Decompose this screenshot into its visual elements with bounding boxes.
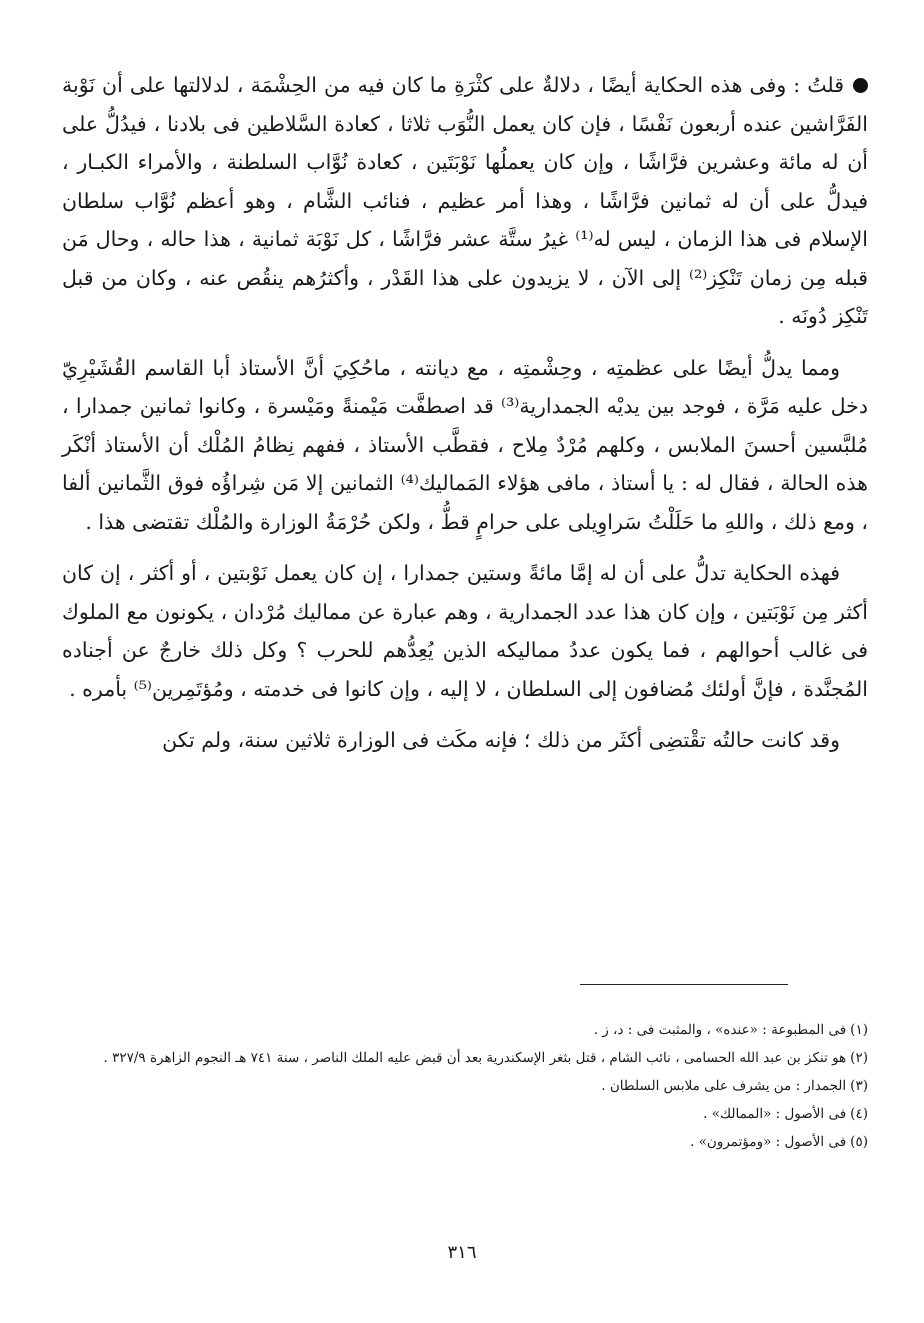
bullet-icon	[853, 78, 868, 93]
paragraph-3: فهذه الحكاية تدلُّ على أن له إمَّا مائةً وستين جمدارا ، إن كان يعمل نَوْبتين ، أو أكثر ، إن كان أكثر مِن نَوْبَتين ، وإن كان هذا عدد الجمدارية ، وهم عبارة عن مماليك مُرْدان ، يكونون مع الملوك فى غالب أحوالهم ، فما يكون عددُ مماليكه الذين يُعِدُّهم للحرب ؟ وكل ذلك خارجٌ عن أجناده المُجنَّدة ، فإنَّ أولئك مُضافون إلى السلطان ، لا إليه ، وإن كانوا فى خدمته ، ومُؤتَمِرين⁽⁵⁾ بأمره .	[62, 561, 868, 701]
paragraph-2: ومما يدلُّ أيضًا على عظمتِه ، وحِشْمتِه ، مع ديانته ، ماحُكِيَ أنَّ الأستاذ أبا القاسم القُشَيْرِيّ دخل عليه مَرَّة ، فوجد بين يديْه الجمدارية⁽³⁾ قد اصطفَّت مَيْمنةً ومَيْسرة ، وكانوا ثمانين جمدارا ، مُلبَّسين أحسنَ الملابس ، وكلهم مُرْدٌ مِلاح ، فقطَّب الأستاذ ، ففهم نِظامُ المُلْك أن الأستاذ أنْكَر هذه الحالة ، فقال له : يا أستاذ ، مافى هؤلاء المَماليك⁽⁴⁾ الثمانين إلا مَن شِراؤُه فوق الثَّمانين ألفا ، ومع ذلك ، واللهِ ما حَلَلْتُ سَراوِيلى على حرامٍ قطُّ ، ولكن حُرْمَةُ الوزارة والمُلْك تقتضى هذا .	[62, 355, 868, 534]
footnote-number: (١)	[850, 1022, 868, 1038]
footnote-3	[62, 1074, 868, 1099]
footnote-number: (٣)	[850, 1078, 868, 1094]
footnote-text: هو تنكز بن عبد الله الحسامى ، نائب الشام ، قتل بثغر الإسكندرية بعد أن قبض عليه الملك الناصر ، سنة ٧٤١ هـ النجوم الزاهرة ٣٢٧/٩ .	[103, 1050, 847, 1066]
footnote-text: فى المطبوعة : «عنده» ، والمثبت فى : د، ز .	[593, 1022, 847, 1038]
footnote-4	[62, 1102, 868, 1127]
footnote-number: (٤)	[850, 1106, 868, 1122]
footnote-number: (٢)	[850, 1050, 868, 1066]
footnote-2	[62, 1046, 868, 1071]
footnote-text: فى الأصول : «ومؤتمرون» .	[690, 1134, 847, 1150]
paragraph-4: وقد كانت حالتُه تقْتضِى أكثَر من ذلك ؛ فإنه مكَث فى الوزارة ثلاثين سنة، ولم تكن	[162, 728, 840, 752]
main-text	[62, 66, 868, 773]
footnote-text: الجمدار : من يشرف على ملابس السلطان .	[601, 1078, 847, 1094]
page-number: ٣١٦	[447, 1242, 477, 1263]
paragraph-1	[62, 66, 868, 336]
footnote-number: (٥)	[850, 1134, 868, 1150]
footnote-text: فى الأصول : «الممالك» .	[703, 1106, 847, 1122]
footnote-separator	[580, 984, 788, 985]
footnotes	[62, 1018, 868, 1158]
footnote-5	[62, 1130, 868, 1155]
footnote-1	[62, 1018, 868, 1043]
paragraph-1-text: قلتُ : وفى هذه الحكاية أيضًا ، دلالةٌ على كثْرَةِ ما كان فيه من الحِشْمَة ، لدلالتها على أن نَوْبة الفَرَّاشين عنده أربعون نَفْسًا ، فإن كان يعمل النُّوَب ثلاثا ، كعادة السَّلاطين فى بلادنا ، فيدُلُّ على أن له مائة وعشرين فرَّاشًا ، وإن كان يعملُها نَوْبَتَين ، كعادة نُوَّاب السلطنة ، والأمراء الكبـار ، فيدلُّ على أن له ثمانين فرَّاشًا ، وهذا أمر عظيم ، فنائب الشَّام ، وهو أعظم نُوَّاب سلطان الإسلام فى هذا الزمان ، ليس له⁽¹⁾ غيرُ ستَّة عشر فرَّاشًا ، كل نَوْبَة ثمانية ، هذا حاله ، وحال مَن قبله مِن زمان تَنْكِز⁽²⁾ إلى الآن ، لا يزيدون على هذا القَدْر ، وأكثرُهم ينقُص عنه ، وكان من قبل تَنْكِز دُونَه .	[62, 73, 868, 328]
